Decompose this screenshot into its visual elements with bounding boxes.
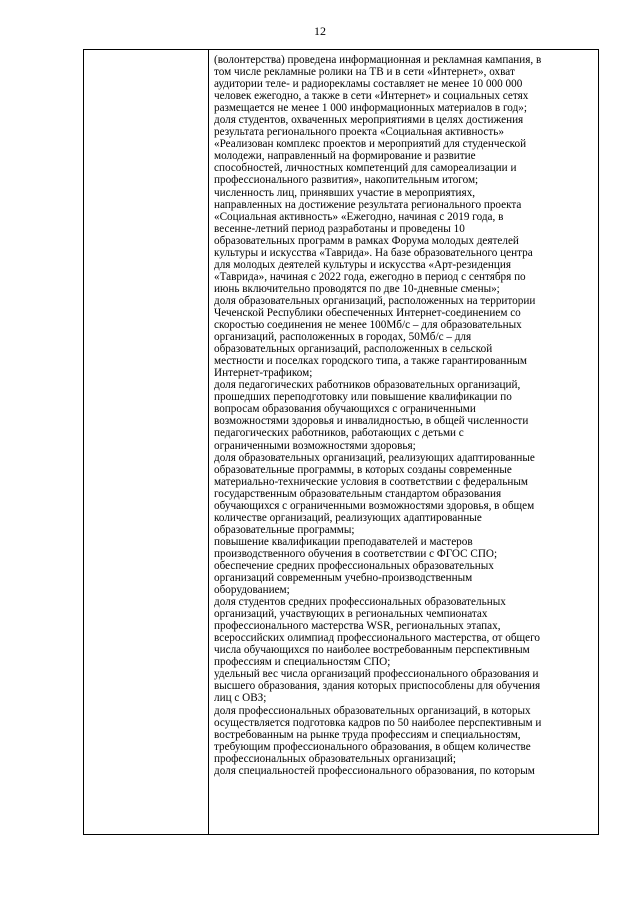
text-line: требующим профессионального образования, в общем количестве	[214, 740, 531, 753]
text-line: лиц с ОВЗ;	[214, 692, 267, 705]
text-line: для молодых деятелей культуры и искусства «Арт-резиденция	[214, 258, 511, 271]
text-line: образовательных организаций, расположенных в сельской	[214, 343, 493, 356]
text-line: весенне-летний период разработаны и проведены 10	[214, 222, 465, 235]
text-line: доля студентов средних профессиональных образовательных	[214, 596, 506, 609]
text-line: доля педагогических работников образовательных организаций,	[214, 379, 521, 392]
text-line: (волонтерства) проведена информационная и рекламная кампания, в	[214, 54, 542, 66]
text-line: образовательных программ в рамках Форума молодых деятелей	[214, 234, 519, 247]
text-line: прошедших переподготовку или повышение квалификации по	[214, 391, 512, 404]
text-line: размещается не менее 1 000 информационных материалов в год»;	[214, 102, 527, 115]
text-line: производственного обучения в соответствии с ФГОС СПО;	[214, 547, 498, 560]
text-line: числа обучающихся по наиболее востребованным перспективным	[214, 644, 530, 657]
text-line: организаций, участвующих в региональных чемпионатах	[214, 608, 488, 621]
text-line: июнь включительно проводятся по две 10-дневные смены»;	[214, 282, 500, 295]
text-line: всероссийских олимпиад профессионального мастерства, от общего	[214, 632, 540, 645]
text-line: обеспечение средних профессиональных образовательных	[214, 559, 494, 572]
text-line: аудитории теле- и радиорекламы составляет не менее 10 000 000	[214, 78, 523, 91]
text-line: количестве организаций, реализующих адаптированные	[214, 511, 482, 524]
text-line: профессиональных образовательных организаций;	[214, 752, 457, 765]
text-line: доля специальностей профессионального образования, по которым	[214, 764, 535, 777]
text-line: повышение квалификации преподавателей и мастеров	[214, 535, 473, 548]
text-line: организаций, расположенных в городах, 50Мб/с – для	[214, 331, 472, 344]
text-line: педагогических работников, работающих с детьми с	[214, 427, 464, 440]
text-line: человек ежегодно, а также в сети «Интернет» и социальных сетях	[214, 90, 529, 103]
table-cell-empty	[84, 50, 209, 834]
text-line: высшего образования, здания которых приспособлены для обучения	[214, 680, 541, 693]
text-line: образовательные программы;	[214, 523, 355, 536]
text-line: том числе рекламные ролики на ТВ и в сети «Интернет», охват	[214, 66, 515, 79]
text-line: местности и поселках городского типа, а также гарантированным	[214, 355, 527, 368]
text-line: «Реализован комплекс проектов и мероприятий для студенческой	[214, 138, 527, 151]
text-line: организаций современным учебно-производственным	[214, 572, 473, 585]
page-number: 12	[314, 24, 326, 38]
text-line: вопросам образования обучающихся с ограниченными	[214, 403, 476, 416]
text-line: востребованным на рынке труда профессиям и специальностям,	[214, 728, 521, 741]
text-line: культуры и искусства «Таврида». На базе образовательного центра	[214, 246, 533, 259]
text-line: численность лиц, принявших участие в мероприятиях,	[214, 186, 476, 199]
text-line: удельный вес числа организаций профессионального образования и	[214, 668, 539, 681]
text-line: профессионального мастерства WSR, региональных этапах,	[214, 620, 501, 633]
text-line: Интернет-трафиком;	[214, 367, 313, 380]
text-line: доля профессиональных образовательных организаций, в которых	[214, 704, 531, 717]
text-line: осуществляется подготовка кадров по 50 наиболее перспективным и	[214, 716, 542, 729]
text-line: ограниченными возможностями здоровья;	[214, 439, 416, 452]
text-line: профессиям и специальностям СПО;	[214, 656, 391, 669]
text-line: результата регионального проекта «Социальная активность»	[214, 126, 504, 139]
text-line: скоростью соединения не менее 100Мб/с – для образовательных	[214, 319, 522, 332]
text-line: доля образовательных организаций, реализующих адаптированные	[214, 451, 535, 464]
table-cell-text	[209, 50, 598, 834]
text-line: государственным образовательным стандартом образования	[214, 487, 502, 500]
text-line: возможностями здоровья и инвалидностью, в общей численности	[214, 415, 529, 428]
text-line: способностей, личностных компетенций для самореализации и	[214, 162, 517, 175]
text-line: Чеченской Республики обеспеченных Интернет-соединением со	[214, 306, 521, 319]
text-line: направленных на достижение результата регионального проекта	[214, 198, 522, 211]
text-line: молодежи, направленный на формирование и развитие	[214, 150, 476, 163]
text-line: оборудованием;	[214, 584, 290, 597]
text-line: обучающихся с ограниченными возможностями здоровья, в общем	[214, 499, 535, 512]
text-line: доля образовательных организаций, расположенных на территории	[214, 294, 536, 307]
text-line: «Социальная активность» «Ежегодно, начиная с 2019 года, в	[214, 210, 504, 223]
text-line: «Таврида», начиная с 2022 года, ежегодно в период с сентября по	[214, 270, 526, 283]
text-line: материально-технические условия в соответствии с федеральным	[214, 475, 528, 488]
document-table	[83, 49, 599, 835]
text-line: образовательные программы, в которых созданы современные	[214, 463, 512, 476]
text-line: доля студентов, охваченных мероприятиями в целях достижения	[214, 114, 524, 127]
text-line: профессионального развития», накопительным итогом;	[214, 174, 479, 187]
